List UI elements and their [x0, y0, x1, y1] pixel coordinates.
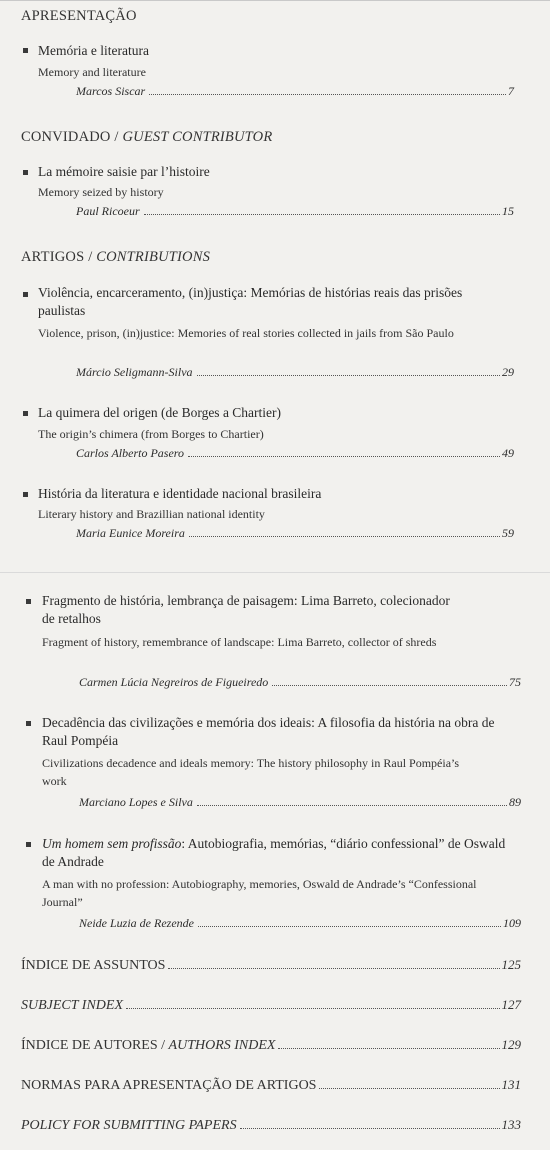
top-rule: [0, 0, 550, 1]
entry-title[interactable]: Fragmento de história, lembrança de paisagem: Lima Barreto, colecionador de retalhos: [42, 593, 450, 626]
bullet-icon: [23, 411, 28, 416]
bullet-icon: [23, 48, 28, 53]
entry-subtitle: Memory seized by history: [38, 185, 164, 199]
entry-page-number: 59: [502, 526, 514, 540]
entry-page-number: 109: [503, 916, 521, 930]
entry-author: Paul Ricoeur: [76, 204, 140, 218]
entry-title[interactable]: História da literatura e identidade nacional brasileira: [38, 486, 322, 501]
entry-page-number: 89: [509, 795, 521, 809]
section-heading-en: GUEST CONTRIBUTOR: [122, 129, 273, 145]
entry-author-line[interactable]: [76, 204, 514, 219]
dot-leader: [272, 685, 507, 686]
entry-subtitle: Civilizations decadence and ideals memory: The history philosophy in Raul Pompéia’s work: [42, 756, 460, 788]
entry-page-number: 7: [508, 84, 514, 98]
bullet-icon: [23, 170, 28, 175]
entry-title[interactable]: [42, 835, 512, 871]
entry-subtitle: The origin’s chimera (from Borges to Chartier): [38, 427, 264, 441]
entry-author-line[interactable]: [76, 365, 514, 380]
entry-author-line[interactable]: [76, 446, 514, 461]
index-page-number: 127: [501, 997, 521, 1012]
bullet-icon: [23, 292, 28, 297]
section-heading-apresentacao: APRESENTAÇÃO: [21, 8, 137, 24]
dot-leader: [197, 375, 500, 376]
index-label: [21, 1038, 275, 1054]
section-heading-pt: ARTIGOS /: [21, 249, 97, 265]
bullet-icon: [26, 599, 31, 604]
index-label: ÍNDICE DE ASSUNTOS: [21, 958, 166, 973]
entry-author-line[interactable]: [79, 795, 521, 810]
entry-subtitle: Memory and literature: [38, 65, 146, 79]
dot-leader: [198, 926, 501, 927]
entry-page-number: 29: [502, 365, 514, 379]
entry-title[interactable]: La mémoire saisie par l’histoire: [38, 164, 210, 179]
bullet-icon: [26, 721, 31, 726]
entry-subtitle: Literary history and Brazillian national identity: [38, 507, 265, 521]
index-entry-autores[interactable]: [21, 1037, 521, 1054]
entry-author-line[interactable]: [79, 916, 521, 931]
entry-author: Márcio Seligmann-Silva: [76, 365, 193, 379]
entry-title[interactable]: Violência, encarceramento, (in)justiça: Memórias de histórias reais das prisões paulistas: [38, 285, 463, 318]
entry-author: Neide Luzia de Rezende: [79, 916, 194, 930]
section-heading-convidado: [21, 129, 272, 146]
entry-author-line[interactable]: [76, 526, 514, 541]
entry-page-number: 49: [502, 446, 514, 460]
entry-author: Maria Eunice Moreira: [76, 526, 185, 540]
entry-author: Carmen Lúcia Negreiros de Figueiredo: [79, 675, 269, 689]
dot-leader: [126, 1008, 499, 1009]
entry-title[interactable]: Memória e literatura: [38, 43, 149, 58]
index-label-pt: ÍNDICE DE AUTORES /: [21, 1038, 169, 1053]
dot-leader: [240, 1128, 500, 1129]
entry-author-line[interactable]: [79, 675, 521, 690]
index-entry-policy[interactable]: [21, 1117, 521, 1134]
entry-subtitle: A man with no profession: Autobiography, memories, Oswald de Andrade’s “Confessional Journal”: [42, 877, 477, 909]
section-heading-en: CONTRIBUTIONS: [96, 249, 211, 265]
index-label-en: AUTHORS INDEX: [168, 1038, 276, 1053]
index-label: SUBJECT INDEX: [21, 998, 124, 1013]
index-page-number: 131: [501, 1077, 521, 1092]
index-entry-subject[interactable]: [21, 997, 521, 1014]
index-page-number: 133: [501, 1117, 521, 1132]
index-page-number: 125: [501, 957, 521, 972]
entry-author: Carlos Alberto Pasero: [76, 446, 185, 460]
dot-leader: [168, 968, 499, 969]
page-gutter-rule: [0, 572, 550, 573]
index-label: POLICY FOR SUBMITTING PAPERS: [21, 1118, 237, 1133]
dot-leader: [278, 1048, 499, 1049]
dot-leader: [188, 456, 500, 457]
entry-subtitle: Fragment of history, remembrance of landscape: Lima Barreto, collector of shreds: [42, 635, 437, 649]
index-label: NORMAS PARA APRESENTAÇÃO DE ARTIGOS: [21, 1078, 317, 1093]
entry-author: Marcos Siscar: [76, 84, 146, 98]
entry-author: Marciano Lopes e Silva: [79, 795, 193, 809]
dot-leader: [144, 214, 500, 215]
dot-leader: [319, 1088, 499, 1089]
entry-title[interactable]: Decadência das civilizações e memória dos ideais: A filosofia da história na obra de Raul Pompéia: [42, 715, 495, 748]
dot-leader: [149, 94, 506, 95]
entry-page-number: 15: [502, 204, 514, 218]
index-entry-normas[interactable]: [21, 1077, 521, 1094]
section-heading-artigos: [21, 249, 210, 266]
index-page-number: 129: [501, 1037, 521, 1052]
dot-leader: [189, 536, 500, 537]
bullet-icon: [23, 492, 28, 497]
entry-author-line[interactable]: [76, 84, 514, 99]
dot-leader: [197, 805, 507, 806]
index-entry-assuntos[interactable]: [21, 957, 521, 974]
entry-page-number: 75: [509, 675, 521, 689]
bullet-icon: [26, 842, 31, 847]
entry-title-italic: Um homem sem profissão: [42, 836, 182, 851]
entry-title-rest: : Autobiografia, memórias, “diário confessional” de Oswald de Andrade: [42, 836, 506, 869]
entry-title[interactable]: La quimera del origen (de Borges a Chartier): [38, 405, 282, 420]
entry-subtitle: Violence, prison, (in)justice: Memories of real stories collected in jails from São Paulo: [38, 326, 454, 340]
section-heading-pt: CONVIDADO /: [21, 129, 123, 145]
